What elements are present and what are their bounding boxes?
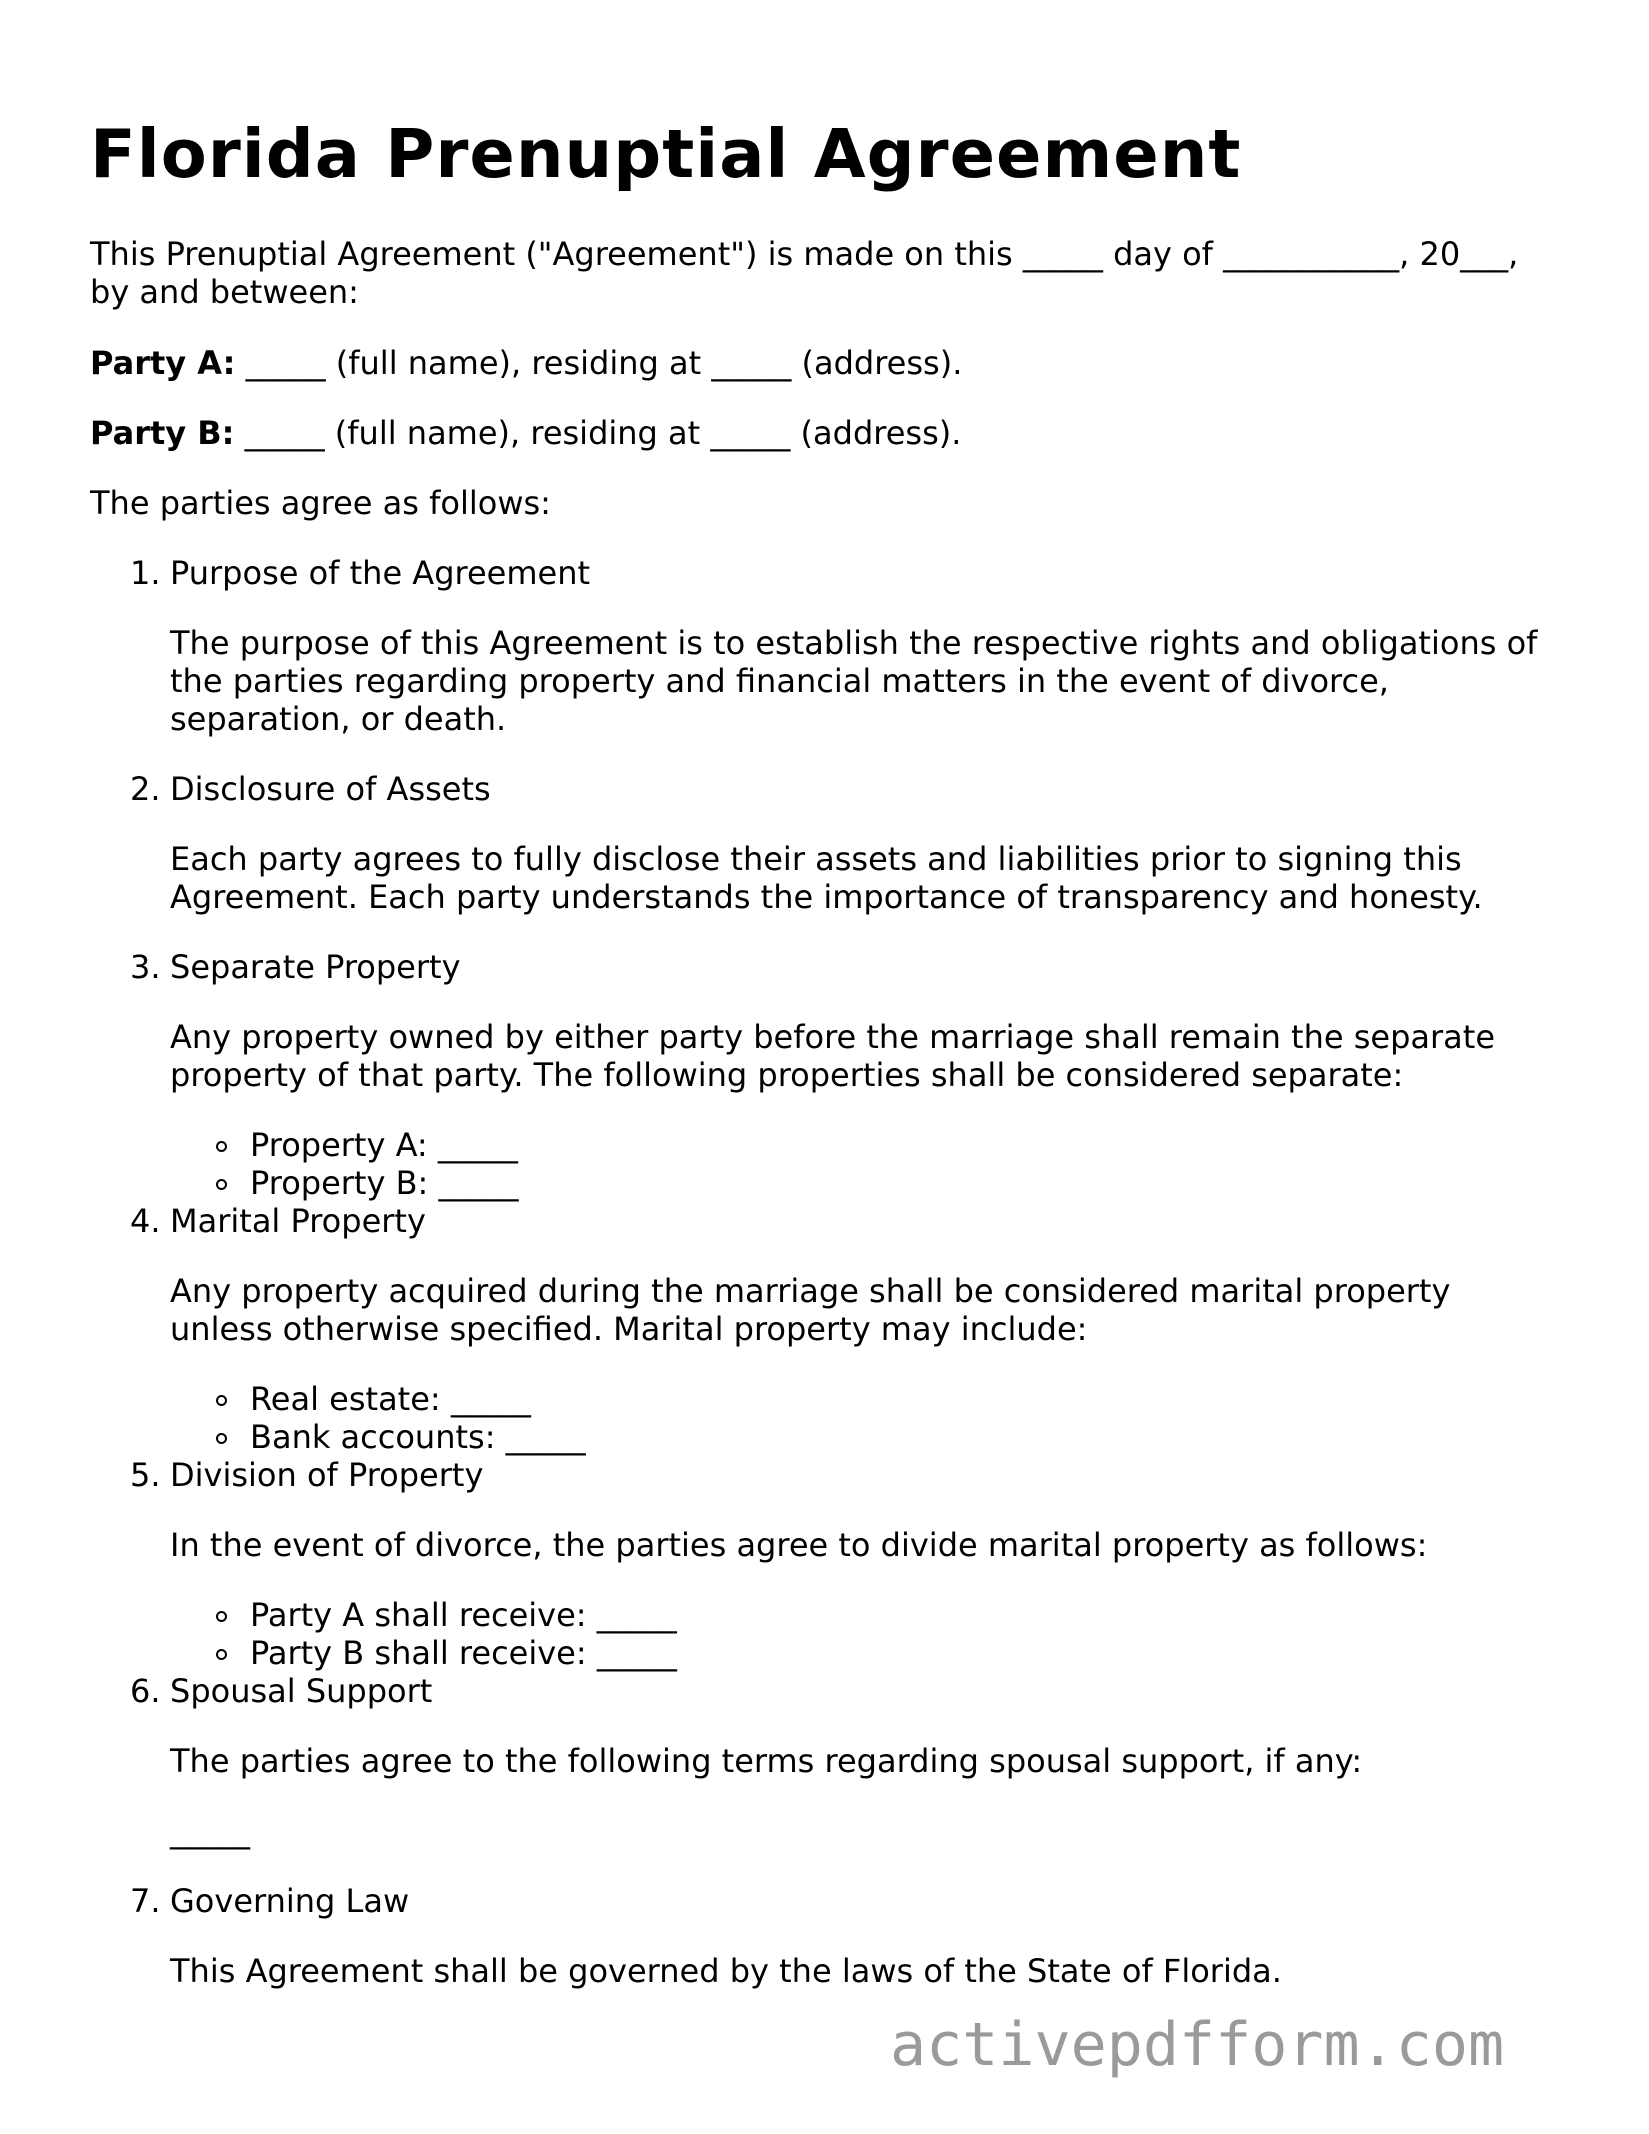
section-3-heading: Separate Property (170, 948, 461, 986)
party-b-text: _____ (full name), residing at _____ (address). (234, 414, 962, 452)
section-6-blank: _____ (170, 1812, 250, 1850)
party-b-label: Party B: (90, 414, 235, 452)
section-5-item-2: Party B shall receive: _____ (250, 1634, 677, 1672)
section-6-heading: Spousal Support (170, 1672, 433, 1710)
section-4-body-line-1: Any property acquired during the marriage shall be considered marital property (170, 1272, 1451, 1310)
section-2-body-line-1: Each party agrees to fully disclose their assets and liabilities prior to signing this (170, 840, 1462, 878)
bullet-icon (216, 1395, 227, 1406)
section-7-body-line-1: This Agreement shall be governed by the laws of the State of Florida. (170, 1952, 1282, 1990)
intro-line-1: This Prenuptial Agreement ("Agreement") is made on this _____ day of ___________, 20___, (90, 235, 1519, 273)
section-1-body-line-1: The purpose of this Agreement is to establish the respective rights and obligations of (170, 624, 1538, 662)
section-7-number: 7. (130, 1882, 161, 1920)
section-3-body-line-2: property of that party. The following properties shall be considered separate: (170, 1056, 1404, 1094)
party-b-line (90, 414, 961, 452)
bullet-icon (216, 1611, 227, 1622)
section-3-item-1: Property A: _____ (250, 1126, 518, 1164)
party-a-line (90, 344, 962, 382)
bullet-icon (216, 1179, 227, 1190)
section-2-number: 2. (130, 770, 161, 808)
agree-intro: The parties agree as follows: (90, 484, 551, 522)
section-4-item-1: Real estate: _____ (250, 1380, 531, 1418)
section-5-number: 5. (130, 1456, 161, 1494)
section-1-body-line-2: the parties regarding property and financial matters in the event of divorce, (170, 662, 1389, 700)
bullet-icon (216, 1649, 227, 1660)
intro-line-2: by and between: (90, 273, 359, 311)
section-5-item-1: Party A shall receive: _____ (250, 1596, 677, 1634)
party-a-label: Party A: (90, 344, 236, 382)
section-3-number: 3. (130, 948, 161, 986)
section-4-heading: Marital Property (170, 1202, 426, 1240)
section-4-body-line-2: unless otherwise specified. Marital property may include: (170, 1310, 1088, 1348)
section-4-item-2: Bank accounts: _____ (250, 1418, 586, 1456)
section-1-heading: Purpose of the Agreement (170, 554, 591, 592)
section-1-number: 1. (130, 554, 161, 592)
party-a-text: _____ (full name), residing at _____ (address). (235, 344, 963, 382)
document-title: Florida Prenuptial Agreement (90, 115, 1242, 193)
section-2-body-line-2: Agreement. Each party understands the importance of transparency and honesty. (170, 878, 1483, 916)
section-7-heading: Governing Law (170, 1882, 410, 1920)
section-4-number: 4. (130, 1202, 161, 1240)
section-6-number: 6. (130, 1672, 161, 1710)
bullet-icon (216, 1141, 227, 1152)
section-3-body-line-1: Any property owned by either party before the marriage shall remain the separate (170, 1018, 1496, 1056)
section-6-body-line-1: The parties agree to the following terms regarding spousal support, if any: (170, 1742, 1363, 1780)
section-3-item-2: Property B: _____ (250, 1164, 519, 1202)
bullet-icon (216, 1433, 227, 1444)
watermark: activepdfform.com (890, 2010, 1505, 2080)
section-2-heading: Disclosure of Assets (170, 770, 491, 808)
section-1-body-line-3: separation, or death. (170, 700, 507, 738)
section-5-body-line-1: In the event of divorce, the parties agree to divide marital property as follows: (170, 1526, 1428, 1564)
section-5-heading: Division of Property (170, 1456, 484, 1494)
